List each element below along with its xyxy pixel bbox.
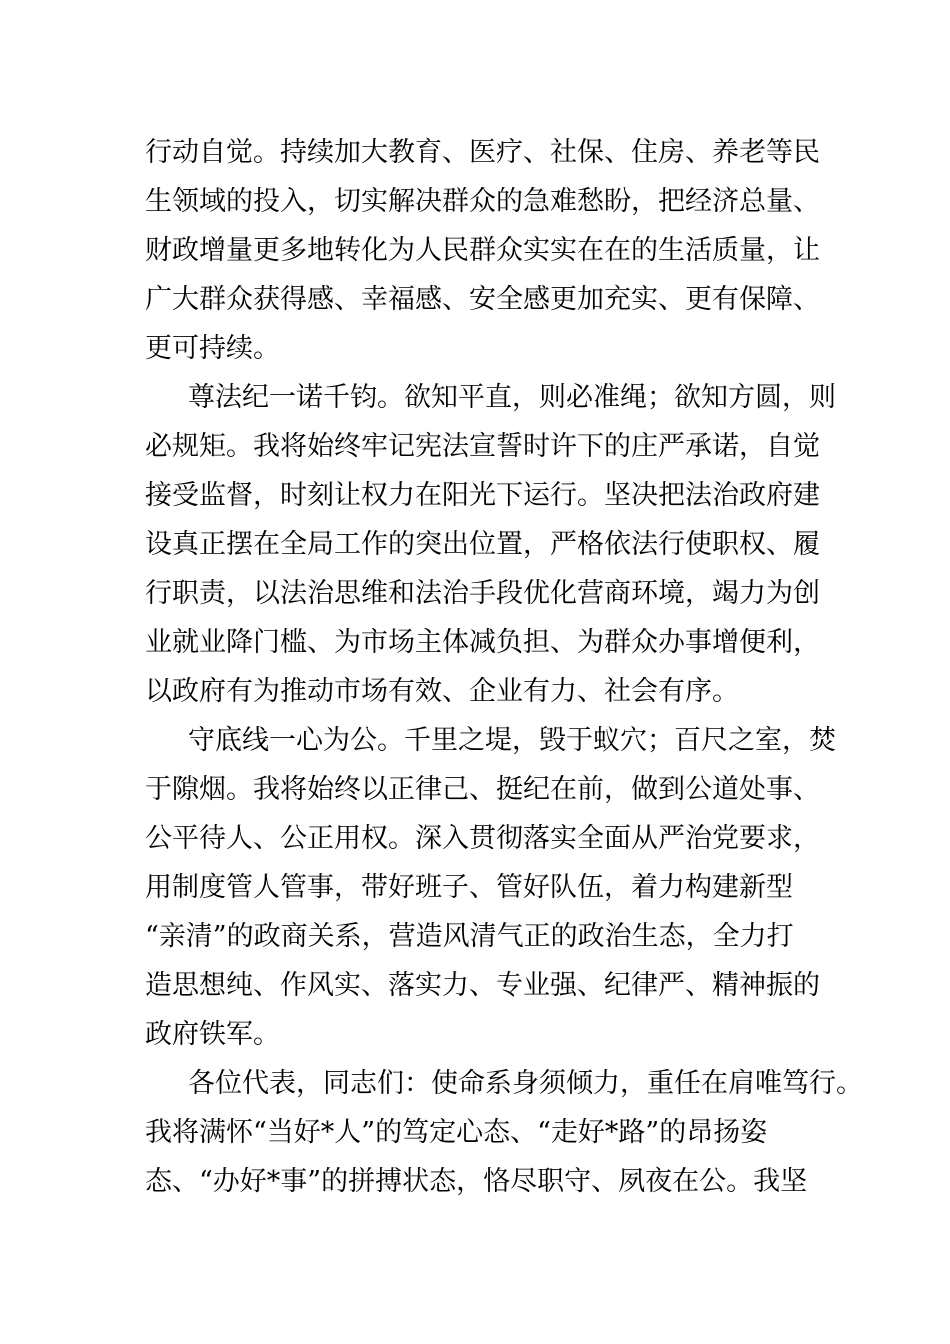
text-line: 尊法纪一诺千钧。欲知平直，则必准绳；欲知方圆，则 <box>188 382 836 413</box>
text-line: 设真正摆在全局工作的突出位置，严格依法行使职权、履 <box>145 529 820 560</box>
paragraph <box>145 716 836 1059</box>
text-line: 我将满怀“当好*人”的笃定心态、“走好*路”的昂扬姿 <box>145 1117 768 1148</box>
text-line: 态、“办好*事”的拼搏状态，恪尽职守、夙夜在公。我坚 <box>145 1166 808 1197</box>
text-line: 公平待人、公正用权。深入贯彻落实全面从严治党要求， <box>145 823 820 854</box>
paragraph <box>145 373 836 716</box>
paragraph <box>145 1059 863 1206</box>
text-line: “亲清”的政商关系，营造风清气正的政治生态，全力打 <box>145 921 794 952</box>
text-line: 用制度管人管事，带好班子、管好队伍，着力构建新型 <box>145 872 793 903</box>
text-line: 广大群众获得感、幸福感、安全感更加充实、更有保障、 <box>145 284 820 315</box>
text-line: 更可持续。 <box>145 333 280 364</box>
text-line: 行动自觉。持续加大教育、医疗、社保、住房、养老等民 <box>145 137 820 168</box>
document-body <box>145 128 863 1206</box>
text-line: 行职责，以法治思维和法治手段优化营商环境，竭力为创 <box>145 578 820 609</box>
text-line: 政府铁军。 <box>145 1019 280 1050</box>
text-line: 必规矩。我将始终牢记宪法宣誓时许下的庄严承诺，自觉 <box>145 431 820 462</box>
text-line: 各位代表，同志们：使命系身须倾力，重任在肩唯笃行。 <box>188 1068 863 1099</box>
text-line: 守底线一心为公。千里之堤，毁于蚁穴；百尺之室，焚 <box>188 725 836 756</box>
text-line: 生领域的投入，切实解决群众的急难愁盼，把经济总量、 <box>145 186 820 217</box>
text-line: 造思想纯、作风实、落实力、专业强、纪律严、精神振的 <box>145 970 820 1001</box>
text-line: 接受监督，时刻让权力在阳光下运行。坚决把法治政府建 <box>145 480 820 511</box>
text-line: 于隙烟。我将始终以正律己、挺纪在前，做到公道处事、 <box>145 774 820 805</box>
text-line: 以政府有为推动市场有效、企业有力、社会有序。 <box>145 676 739 707</box>
text-line: 财政增量更多地转化为人民群众实实在在的生活质量，让 <box>145 235 820 266</box>
text-line: 业就业降门槛、为市场主体减负担、为群众办事增便利， <box>145 627 820 658</box>
paragraph <box>145 128 820 373</box>
